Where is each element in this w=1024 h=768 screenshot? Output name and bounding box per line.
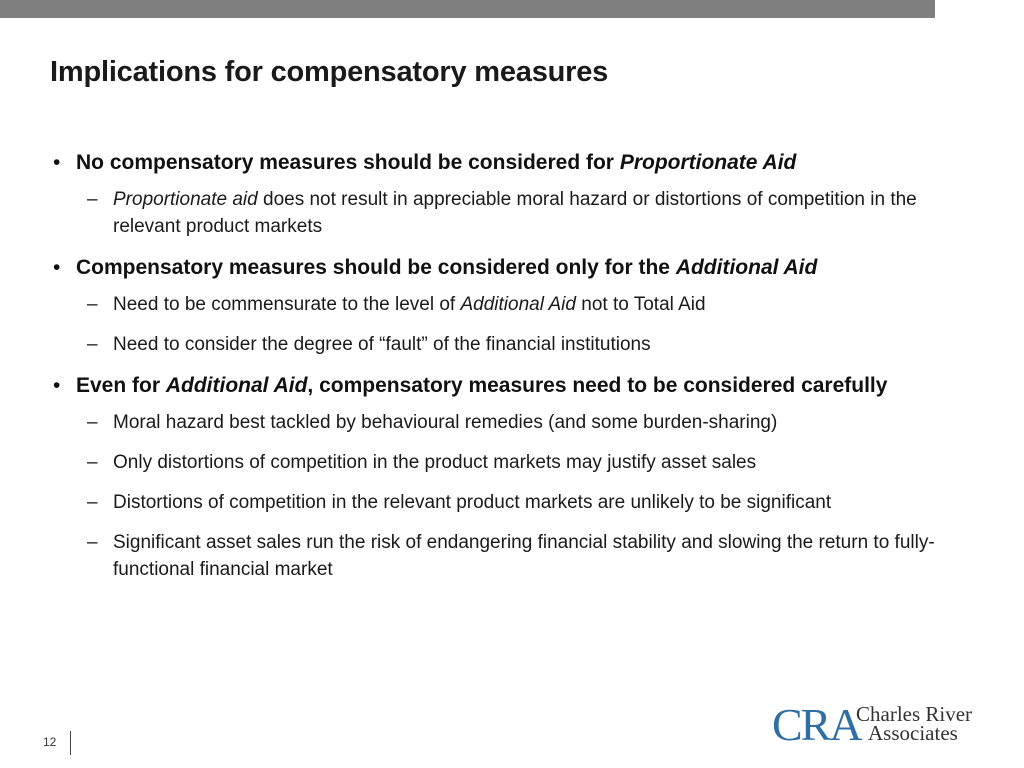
sub-bullet-text: Need to consider the degree of “fault” of the financial institutions [113,334,651,355]
sub-bullet-item [50,489,980,516]
sub-bullet-text: Only distortions of competition in the product markets may justify asset sales [113,452,757,473]
sub-bullet-text: Significant asset sales run the risk of endangering financial stability and slowing the return to fully-functional financial market [113,532,935,580]
sub-bullet-item [50,291,980,318]
sub-bullet-text: does not result in appreciable moral hazard or distortions of competition in the relevant product markets [113,189,917,237]
bullet-dot: • [53,374,61,397]
sub-bullet-item [50,529,980,583]
bullet-dot: • [53,256,61,279]
sub-bullet-text: not to Total Aid [575,294,706,315]
sub-bullet-item [50,449,980,476]
slide-title: Implications for compensatory measures [50,56,609,88]
sub-bullet-dash: – [87,189,98,210]
logo-name-line1: Charles River [856,702,973,726]
sub-bullet-text: Need to be commensurate to the level of [113,294,461,315]
bullet-dot: • [53,151,61,174]
bullet-text: , compensatory measures need to be considered carefully [307,374,888,397]
sub-bullet-dash: – [87,334,98,355]
bullet-text: Additional Aid [165,374,308,397]
logo-name-line2: Associates [868,721,958,745]
footer-divider [70,731,71,755]
sub-bullet-text: Additional Aid [460,294,576,315]
sub-bullet-text: Moral hazard best tackled by behavioural remedies (and some burden-sharing) [113,412,778,433]
sub-bullet-dash: – [87,532,98,553]
bullet-item [50,148,980,178]
sub-bullet-text: Proportionate aid [113,189,258,210]
sub-bullet-dash: – [87,294,98,315]
sub-bullet-dash: – [87,492,98,513]
sub-bullet-dash: – [87,412,98,433]
bullet-text: Proportionate Aid [619,151,797,174]
bullet-list [50,148,980,596]
bullet-text: No compensatory measures should be considered for [76,151,620,174]
sub-bullet-dash: – [87,452,98,473]
sub-bullet-item [50,409,980,436]
page-number: 12 [43,735,57,749]
bullet-text: Additional Aid [675,256,818,279]
company-logo [772,699,982,750]
bullet-item [50,253,980,283]
sub-bullet-item [50,331,980,358]
sub-bullet-item [50,186,980,240]
logo-mark: CRA [772,699,861,750]
top-banner-bar [0,0,935,18]
bullet-text: Even for [76,374,166,397]
sub-bullet-text: Distortions of competition in the relevant product markets are unlikely to be significant [113,492,832,513]
bullet-text: Compensatory measures should be considered only for the [76,256,676,279]
bullet-item [50,371,980,401]
logo-wordmark [856,702,973,745]
